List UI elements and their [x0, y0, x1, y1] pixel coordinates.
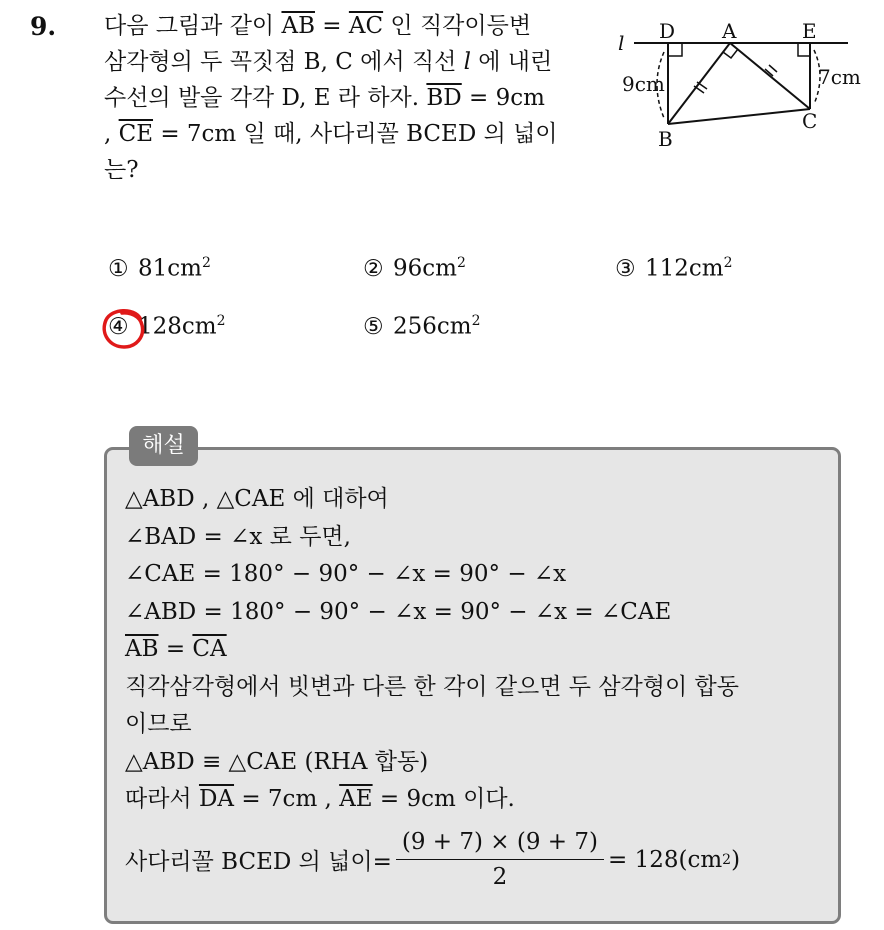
- label-a: A: [722, 19, 737, 43]
- label-b: B: [658, 127, 673, 151]
- question-number: 9.: [30, 12, 57, 41]
- stem-line-1: 다음 그림과 같이 $\overline{AB} = \overline{AC}$ 인 직각이등변: [104, 13, 532, 39]
- area-fraction: $\frac{(9 + 7) \times (9 + 7)}{2}$: [396, 828, 604, 891]
- solution-line-3: ∠CAE = 180° − 90° − ∠x = 90° − ∠x: [125, 561, 567, 587]
- answer-circle-icon: [100, 306, 150, 352]
- label-d: D: [659, 19, 676, 43]
- right-angle-d: [668, 43, 682, 56]
- label-e: E: [802, 19, 817, 43]
- solution-line-2: ∠BAD = ∠x 로 두면,: [125, 523, 351, 550]
- solution-line-4: ∠ABD = 180° − 90° − ∠x = 90° − ∠x = ∠CAE: [125, 598, 672, 625]
- solution-line-9: 따라서 $\overline{DA} = 7cm$ , $\overline{AE} = 9cm$ 이다.: [125, 786, 515, 812]
- solution-line-7: 이므로: [125, 711, 192, 737]
- option-3[interactable]: ③ $112cm^2$: [615, 255, 733, 282]
- solution-line-8: △ABD ≡ △CAE (RHA 합동): [125, 748, 429, 775]
- segment-bc: [668, 109, 810, 124]
- solution-text: [125, 481, 830, 819]
- option-4[interactable]: ④ $128cm^2$: [108, 313, 226, 340]
- stem-line-3: 수선의 발을 각각 D, E 라 하자. $\overline{BD} = 9cm$: [104, 85, 545, 111]
- stem-line-5: 는?: [104, 157, 139, 183]
- label-ce-length: 7cm: [818, 65, 861, 89]
- solution-area-line: 사다리꼴 BCED 의 넓이= $\frac{(9 + 7) \times (9 + 7)}{2}$ = 128(cm 2 ): [125, 829, 741, 890]
- option-1[interactable]: ① $81cm^2$: [108, 255, 211, 282]
- solution-line-1: △ABD , △CAE 에 대하여: [125, 486, 389, 512]
- option-2[interactable]: ② $96cm^2$: [363, 255, 466, 282]
- label-c: C: [802, 109, 818, 133]
- question-stem: [104, 8, 604, 188]
- solution-line-6: 직각삼각형에서 빗변과 다른 한 각이 같으면 두 삼각형이 합동: [125, 673, 739, 700]
- right-angle-e: [798, 43, 810, 56]
- label-line-l: l: [618, 31, 625, 55]
- solution-tag: 해설: [129, 426, 198, 466]
- solution-line-5: $\overline{AB} = \overline{CA}$: [125, 636, 227, 662]
- tick-ab: [694, 82, 707, 93]
- geometry-diagram: [612, 18, 862, 158]
- stem-line-4: , $\overline{CE} = 7cm$ 일 때, 사다리꼴 BCED 의 넓이: [104, 121, 558, 147]
- option-5[interactable]: ⑤ $256cm^2$: [363, 313, 481, 340]
- stem-line-2: 삼각형의 두 꼭짓점 B, C 에서 직선 l 에 내린: [104, 49, 553, 75]
- label-bd-length: 9cm: [622, 72, 665, 96]
